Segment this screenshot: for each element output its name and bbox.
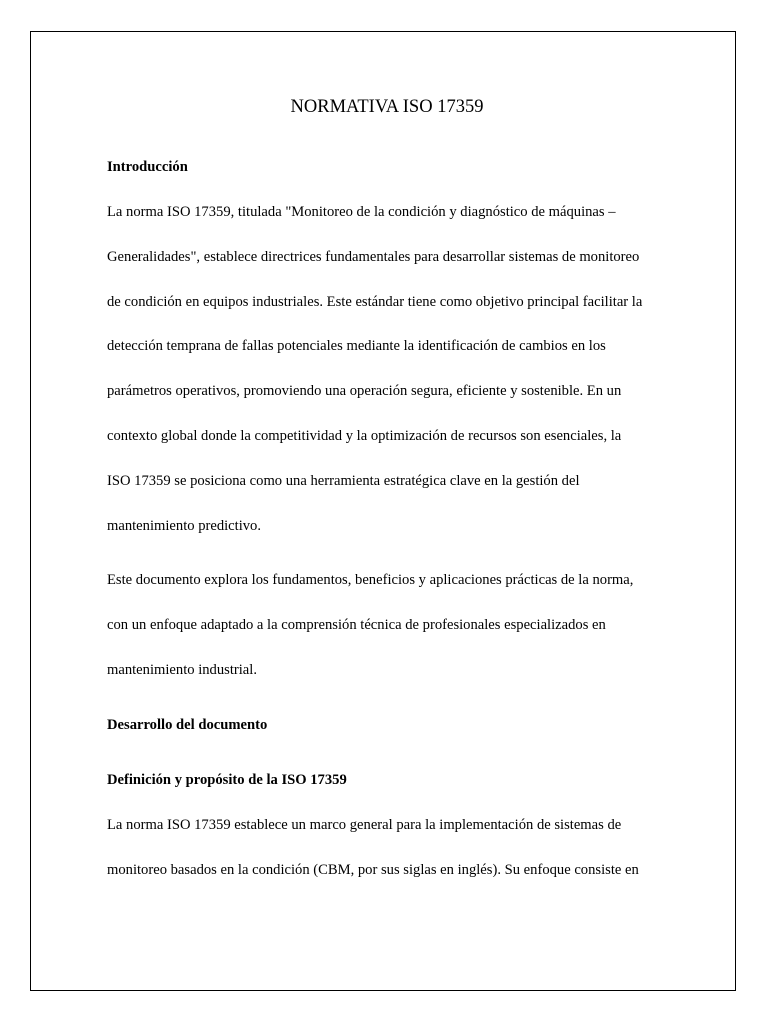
paragraph-line: La norma ISO 17359 establece un marco general para la implementación de sistemas de [107,816,622,833]
definition-paragraph-1 [107,803,667,893]
paragraph-line: Generalidades", establece directrices fundamentales para desarrollar sistemas de monitoreo [107,248,640,265]
section-heading-introduccion: Introducción [107,159,188,175]
document-page [30,31,736,991]
paragraph-line: de condición en equipos industriales. Este estándar tiene como objetivo principal facilitar la [107,293,643,310]
intro-paragraph-1 [107,190,667,548]
section-heading-desarrollo: Desarrollo del documento [107,716,268,733]
paragraph-line: mantenimiento industrial. [107,661,257,678]
paragraph-line: parámetros operativos, promoviendo una operación segura, eficiente y sostenible. En un [107,383,622,400]
subsection-heading-definicion: Definición y propósito de la ISO 17359 [107,771,347,788]
paragraph-line: monitoreo basados en la condición (CBM, por sus siglas en inglés). Su enfoque consiste en [107,861,639,878]
paragraph-line: contexto global donde la competitividad y la optimización de recursos son esenciales, la [107,427,622,444]
paragraph-line: Este documento explora los fundamentos, beneficios y aplicaciones prácticas de la norma, [107,572,634,589]
paragraph-line: detección temprana de fallas potenciales mediante la identificación de cambios en los [107,338,606,355]
document-content [107,92,667,892]
document-title: NORMATIVA ISO 17359 [290,97,484,117]
paragraph-line: mantenimiento predictivo. [107,517,262,534]
intro-paragraph-2 [107,558,667,692]
paragraph-line: ISO 17359 se posiciona como una herramienta estratégica clave en la gestión del [107,472,580,489]
paragraph-line: con un enfoque adaptado a la comprensión técnica de profesionales especializados en [107,617,606,634]
paragraph-line: La norma ISO 17359, titulada "Monitoreo de la condición y diagnóstico de máquinas – [107,204,616,220]
